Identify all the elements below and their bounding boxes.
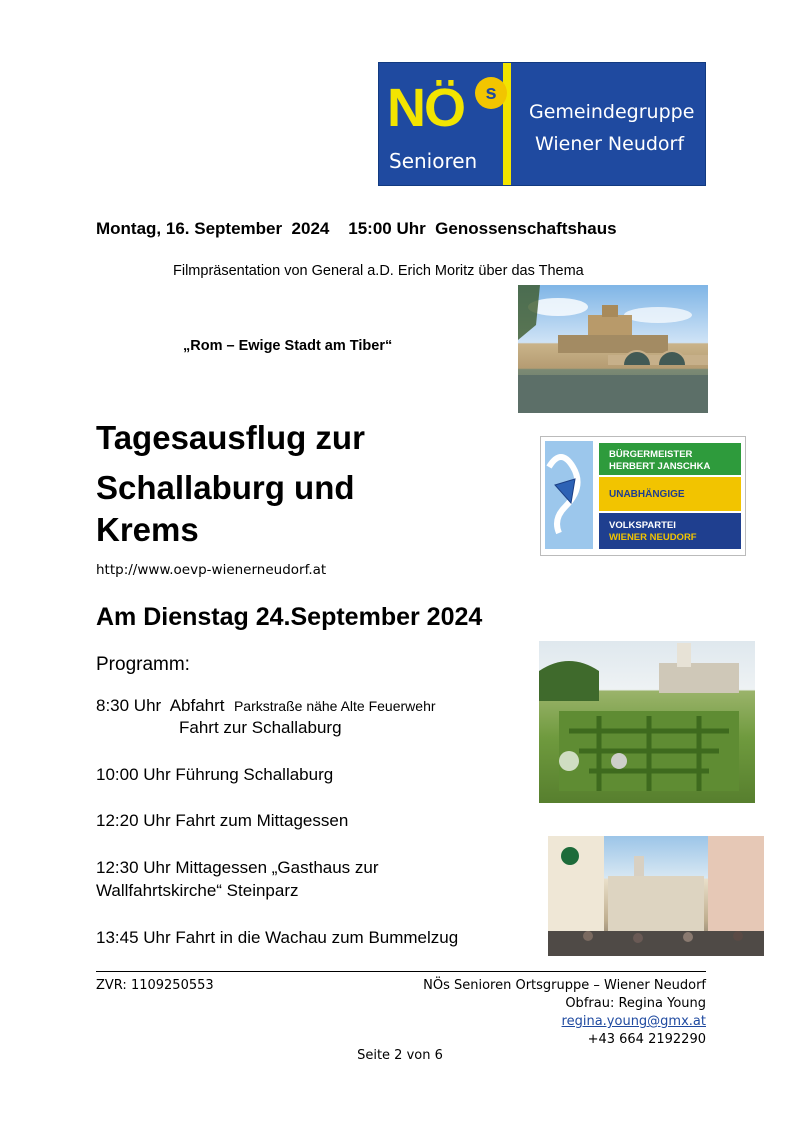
event-theme: „Rom – Ewige Stadt am Tiber“ — [183, 338, 393, 354]
rome-castle-photo — [518, 285, 708, 413]
logo-brand: NÖ — [387, 78, 464, 138]
footer-email-link[interactable]: regina.young@gmx.at — [561, 1014, 706, 1029]
poster-line2: HERBERT JANSCHKA — [609, 461, 711, 472]
program-item-4: 12:30 Uhr Mittagessen „Gasthaus zur — [96, 858, 379, 877]
page-number: Seite 2 von 6 — [357, 1048, 443, 1063]
poster-line4: VOLKSPARTEI — [609, 520, 676, 531]
logo-yellow-bar — [503, 63, 511, 186]
poster-line5: WIENER NEUDORF — [609, 532, 697, 543]
trip-title-line2: Schallaburg und — [96, 469, 355, 506]
logo-badge: s — [475, 77, 507, 109]
trip-title-line1: Tagesausflug zur — [96, 419, 365, 456]
footer-phone: +43 664 2192290 — [587, 1032, 706, 1047]
program-item-4-line2: Wallfahrtskirche“ Steinparz — [96, 881, 299, 900]
footer-chair: Obfrau: Regina Young — [565, 996, 706, 1011]
website-link[interactable]: http://www.oevp-wienerneudorf.at — [96, 562, 327, 578]
poster-line3: UNABHÄNGIGE — [609, 489, 685, 500]
krems-street-photo — [548, 836, 764, 956]
program-item-2: 10:00 Uhr Führung Schallaburg — [96, 765, 334, 784]
logo-group-line1: Gemeindegruppe — [529, 101, 695, 123]
logo-group-line2: Wiener Neudorf — [535, 133, 685, 155]
program-item-1 — [96, 694, 436, 718]
footer-organization: NÖs Senioren Ortsgruppe – Wiener Neudorf — [423, 978, 706, 993]
program-item-5: 13:45 Uhr Fahrt in die Wachau zum Bummelzug — [96, 928, 459, 947]
program-item-3: 12:20 Uhr Fahrt zum Mittagessen — [96, 811, 349, 830]
program-item-1-note: Parkstraße nähe Alte Feuerwehr — [233, 698, 436, 714]
oevp-poster — [540, 436, 746, 556]
poster-line1: BÜRGERMEISTER — [609, 449, 693, 460]
event-header: Montag, 16. September 2024 15:00 Uhr Genossenschaftshaus — [96, 219, 617, 238]
footer-divider — [96, 971, 706, 972]
schallaburg-photo — [539, 641, 755, 803]
trip-date: Am Dienstag 24.September 2024 — [96, 603, 483, 631]
program-label: Programm: — [96, 654, 190, 675]
footer-zvr: ZVR: 1109250553 — [96, 978, 214, 993]
noe-senioren-logo — [378, 62, 706, 186]
program-item-1-line2: Fahrt zur Schallaburg — [179, 718, 342, 737]
program-item-1-time: 8:30 Uhr Abfahrt — [96, 696, 234, 715]
logo-subtitle: Senioren — [389, 149, 478, 173]
trip-title-line3: Krems — [96, 511, 199, 548]
event-intro: Filmpräsentation von General a.D. Erich Moritz über das Thema — [173, 263, 584, 279]
